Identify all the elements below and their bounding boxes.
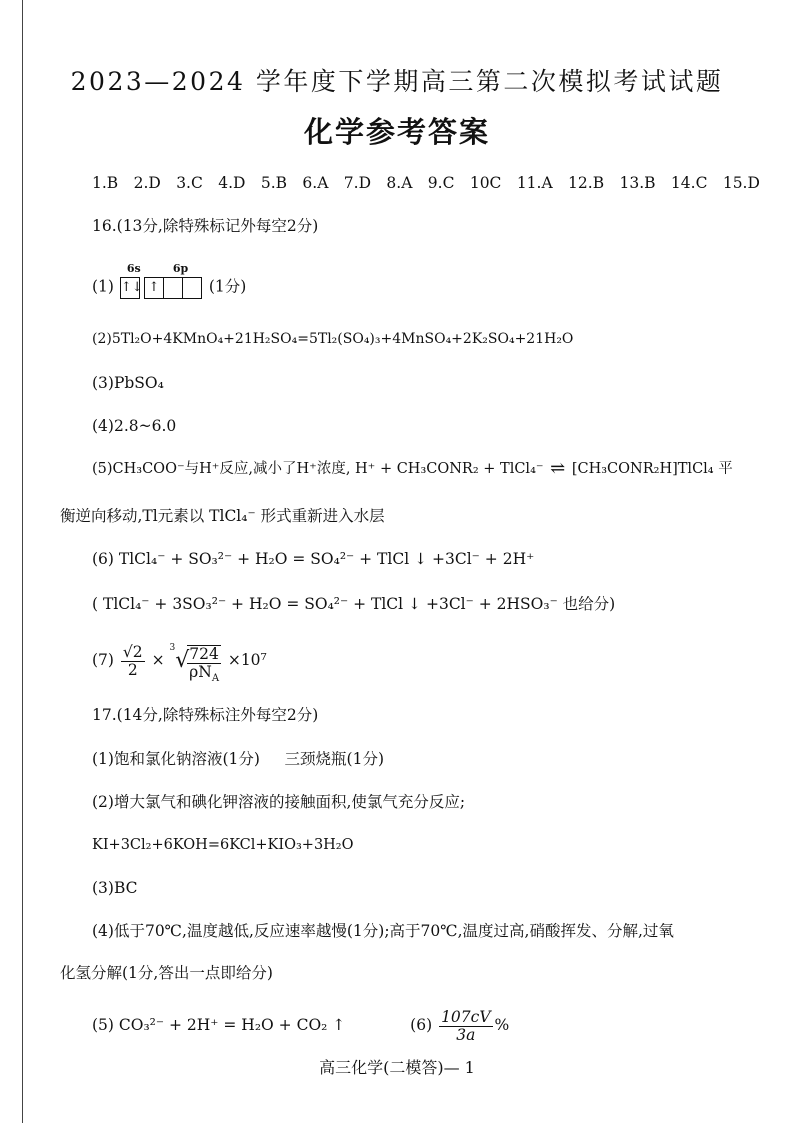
orbital-box-6p-3 bbox=[182, 277, 202, 299]
electron-orbital-diagram bbox=[120, 262, 202, 299]
mc-answer-item: 5.B bbox=[260, 174, 288, 192]
mc-answer-item: 13.B bbox=[619, 174, 656, 192]
q16-part6-alternative: ( TlCl₄⁻ + 3SO₃²⁻ + H₂O = SO₄²⁻ + TlCl ↓ +3Cl⁻ + 2HSO₃⁻ 也给分) bbox=[92, 595, 616, 613]
mc-answer-item: 3.C bbox=[176, 174, 203, 192]
q16-p1-score: (1分) bbox=[208, 277, 247, 296]
orbital-6s-label: 6s bbox=[126, 262, 141, 275]
q16-part5-line1 bbox=[92, 459, 733, 479]
q17-part5-6 bbox=[92, 1005, 509, 1045]
answer-key-subtitle: 化学参考答案 bbox=[303, 115, 490, 149]
equilibrium-arrow-icon: ⇌ bbox=[550, 458, 566, 479]
q16-part7: (7) $\frac{√2}{2}$ × $^3$√ $\frac{724}{\rho N_A}$ ×10⁷ bbox=[92, 642, 267, 684]
q16-part3: (3)PbSO₄ bbox=[92, 374, 164, 392]
mc-answer-item: 7.D bbox=[343, 174, 372, 192]
q16-p7-label: (7) bbox=[92, 651, 114, 669]
q17-part5: (5) CO₃²⁻ + 2H⁺ = H₂O + CO₂ ↑ bbox=[92, 1016, 346, 1034]
mc-answer-item: 4.D bbox=[218, 174, 246, 192]
q17-part2: (2)增大氯气和碘化钾溶液的接触面积,使氯气充分反应; bbox=[92, 793, 466, 811]
q16-part1 bbox=[92, 262, 247, 299]
mc-answer-item: 14.C bbox=[670, 174, 708, 192]
mc-answer-item: 6.A bbox=[302, 174, 329, 192]
mc-answer-item: 8.A bbox=[386, 174, 413, 192]
q16-part4: (4)2.8~6.0 bbox=[92, 417, 177, 435]
q17-part4-line2: 化氢分解(1分,答出一点即给分) bbox=[60, 964, 273, 982]
q17-part2-equation: KI+3Cl₂+6KOH=6KCl+KIO₃+3H₂O bbox=[92, 837, 354, 853]
mc-answer-item: 12.B bbox=[568, 174, 605, 192]
page-footer: 高三化学(二模答)— 1 bbox=[319, 1058, 475, 1077]
orbital-box-6p-1: ↑ bbox=[144, 277, 164, 299]
q17-part3: (3)BC bbox=[92, 879, 138, 897]
exam-title: 2023—2024 学年度下学期高三第二次模拟考试试题 bbox=[70, 67, 724, 96]
mc-answer-item: 1.B bbox=[92, 174, 119, 192]
mc-answer-item: 2.D bbox=[133, 174, 161, 192]
orbital-box-6p-2 bbox=[163, 277, 183, 299]
q16-p5-text-a: (5)CH₃COO⁻与H⁺反应,减小了H⁺浓度, H⁺ + CH₃CONR₂ + TlCl₄⁻ bbox=[92, 461, 544, 477]
fraction-sqrt2-over-2: $\frac{√2}{2}$ bbox=[122, 642, 143, 679]
q16-heading: 16.(13分,除特殊标记外每空2分) bbox=[92, 217, 319, 235]
binding-margin-line bbox=[22, 0, 23, 1123]
multiple-choice-answers bbox=[92, 174, 775, 192]
mc-answer-item: 9.C bbox=[427, 174, 455, 192]
q16-part6: (6) TlCl₄⁻ + SO₃²⁻ + H₂O = SO₄²⁻ + TlCl ↓ +3Cl⁻ + 2H⁺ bbox=[92, 550, 535, 568]
fraction-107cV-over-3a: $\frac{107cV}{3a}$ bbox=[441, 1007, 491, 1044]
q17-part4-line1: (4)低于70℃,温度越低,反应速率越慢(1分);高于70℃,温度过高,硝酸挥发、分解,过氧 bbox=[92, 922, 674, 940]
mc-answer-item: 11.A bbox=[516, 174, 553, 192]
cube-root-expression: $^3$√ $\frac{724}{\rho N_A}$ bbox=[169, 643, 220, 684]
mc-answer-item: 10C bbox=[469, 174, 502, 192]
q16-p5-text-b: [CH₃CONR₂H]TlCl₄ 平 bbox=[571, 461, 733, 477]
q16-p7-tail: ×10⁷ bbox=[227, 651, 267, 669]
q16-part2: (2)5Tl₂O+4KMnO₄+21H₂SO₄=5Tl₂(SO₄)₃+4MnSO₄+2K₂SO₄+21H₂O bbox=[92, 331, 574, 347]
q17-p6-label: (6) bbox=[410, 1016, 433, 1034]
q16-p1-label: (1) bbox=[92, 277, 114, 296]
q16-part5-line2: 衡逆向移动,Tl元素以 TlCl₄⁻ 形式重新进入水层 bbox=[60, 507, 385, 525]
q17-p6-unit: % bbox=[494, 1016, 510, 1034]
orbital-6p-label: 6p bbox=[172, 262, 189, 275]
q17-heading: 17.(14分,除特殊标注外每空2分) bbox=[92, 706, 319, 724]
mc-answer-item: 15.D bbox=[722, 174, 760, 192]
orbital-box-6s: ↑↓ bbox=[120, 277, 140, 299]
q17-part1: (1)饱和氯化钠溶液(1分) 三颈烧瓶(1分) bbox=[92, 750, 385, 768]
